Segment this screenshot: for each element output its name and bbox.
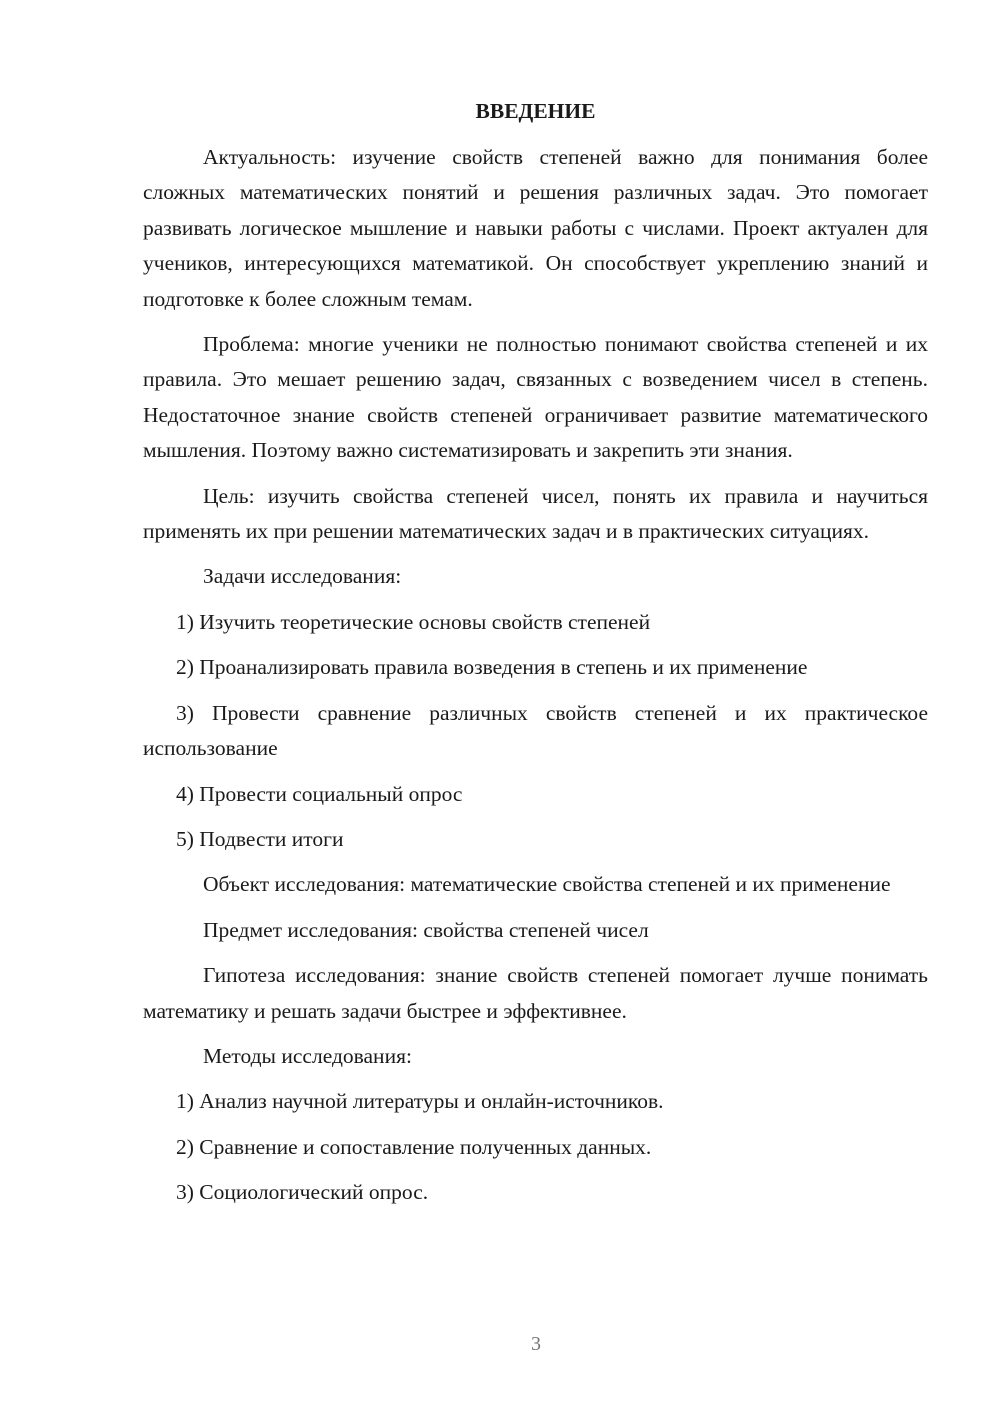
hypothesis-paragraph: Гипотеза исследования: знание свойств степеней помогает лучше понимать математику и решать задачи быстрее и эффективнее. <box>143 963 928 1023</box>
page-content <box>143 96 928 1221</box>
subject-paragraph: Предмет исследования: свойства степеней чисел <box>203 917 649 942</box>
task-item: 5) Подвести итоги <box>176 826 344 851</box>
object-paragraph: Объект исследования: математические свойства степеней и их применение <box>203 872 891 897</box>
methods-heading: Методы исследования: <box>203 1043 412 1068</box>
goal-paragraph: Цель: изучить свойства степеней чисел, понять их правила и научиться применять их при решении математических задач и в практических ситуациях. <box>143 483 928 544</box>
task-item: 1) Изучить теоретические основы свойств степеней <box>176 609 651 634</box>
task-item: 3) Провести сравнение различных свойств степеней и их практическое использование <box>143 700 928 761</box>
task-item: 2) Проанализировать правила возведения в степень и их применение <box>176 655 808 680</box>
page-title: ВВЕДЕНИЕ <box>475 99 596 123</box>
method-item: 1) Анализ научной литературы и онлайн-источников. <box>176 1089 664 1114</box>
page-number: 3 <box>531 1333 541 1355</box>
relevance-paragraph: Актуальность: изучение свойств степеней важно для понимания более сложных математических понятий и решения различных задач. Это помогает развивать логическое мышление и навыки работы с числами. Проект актуален для учеников, интересующихся математикой. Он способствует укреплению знаний и подготовке к более сложным темам. <box>143 145 928 311</box>
method-item: 3) Социологический опрос. <box>176 1180 429 1205</box>
problem-paragraph: Проблема: многие ученики не полностью понимают свойства степеней и их правила. Это мешает решению задач, связанных с возведением чисел в степень. Недостаточное знание свойств степеней ограничивает развитие математического мышления. Поэтому важно систематизировать и закрепить эти знания. <box>143 332 928 463</box>
task-item: 4) Провести социальный опрос <box>176 781 463 806</box>
tasks-heading: Задачи исследования: <box>203 564 402 589</box>
method-item: 2) Сравнение и сопоставление полученных данных. <box>176 1134 652 1159</box>
